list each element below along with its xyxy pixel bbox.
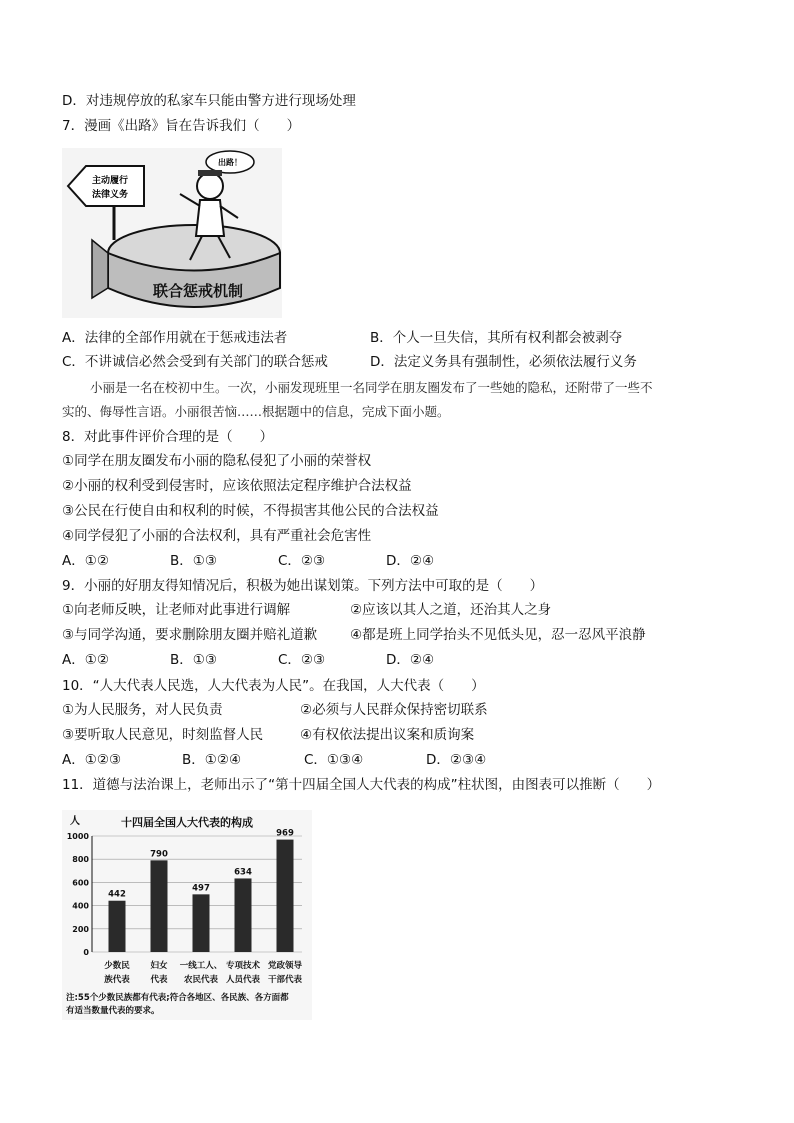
q7-option-b: B．个人一旦失信，其所有权利都会被剥夺 [370, 330, 623, 346]
q9-option-d: D．②④ [386, 652, 435, 668]
q11-bar-chart [62, 810, 312, 1020]
q8-option-d: D．②④ [386, 553, 435, 569]
q9-stem: 9．小丽的好朋友得知情况后，积极为她出谋划策。下列方法中可取的是（ ） [62, 578, 544, 594]
q10-item-1: ①为人民服务，对人民负责 [62, 702, 223, 718]
scenario-line-2: 实的、侮辱性言语。小丽很苦恼……根据题中的信息，完成下面小题。 [62, 404, 450, 419]
q10-option-a: A．①②③ [62, 752, 122, 768]
q9-option-a: A．①② [62, 652, 109, 668]
q7-stem: 7．漫画《出路》旨在告诉我们（ ） [62, 118, 301, 134]
chart-y-tick-label: 200 [72, 924, 89, 934]
chart-y-tick-label: 600 [72, 878, 89, 888]
q9-item-4: ④都是班上同学抬头不见低头见，忍一忍风平浪静 [350, 627, 646, 643]
q9-item-3: ③与同学沟通，要求删除朋友圈并赔礼道歉 [62, 627, 318, 643]
chart-y-label: 人 [70, 816, 80, 827]
q8-item-3: ③公民在行使自由和权利的时候，不得损害其他公民的合法权益 [62, 503, 439, 519]
chart-bar [193, 894, 210, 952]
chart-value-label: 497 [192, 883, 210, 894]
q10-stem: 10．“人大代表人民选，人大代表为人民”。在我国，人大代表（ ） [62, 678, 485, 694]
q10-option-c: C．①③④ [304, 752, 364, 768]
chart-note-line-2: 有适当数量代表的要求。 [66, 1006, 160, 1016]
q6-option-d: D．对违规停放的私家车只能由警方进行现场处理 [62, 93, 356, 109]
q8-item-2: ②小丽的权利受到侵害时，应该依照法定程序维护合法权益 [62, 478, 412, 494]
q7-option-d: D．法定义务具有强制性，必须依法履行义务 [370, 354, 637, 370]
chart-category-label: 妇女 [150, 961, 168, 971]
chart-category-label: 族代表 [104, 975, 130, 985]
q9-option-c: C．②③ [278, 652, 326, 668]
chart-y-tick-label: 400 [72, 901, 89, 911]
wall-text: 联合惩戒机制 [152, 282, 244, 300]
q10-option-d: D．②③④ [426, 752, 487, 768]
q9-item-2: ②应该以其人之道，还治其人之身 [350, 602, 552, 618]
q8-item-1: ①同学在朋友圈发布小丽的隐私侵犯了小丽的荣誉权 [62, 453, 372, 469]
chart-category-label: 农民代表 [183, 975, 219, 985]
q7-option-a: A．法律的全部作用就在于惩戒违法者 [62, 330, 288, 346]
q11-stem: 11．道德与法治课上，老师出示了“第十四届全国人大代表的构成”柱状图，由图表可以推断（ ） [62, 777, 661, 793]
q7-option-c: C．不讲诚信必然会受到有关部门的联合惩戒 [62, 354, 328, 370]
chart-y-tick-label: 800 [72, 855, 89, 865]
chart-value-label: 634 [234, 867, 252, 878]
chart-category-label: 专项技术 [225, 961, 261, 971]
sign-text-line-2: 法律义务 [91, 190, 129, 200]
q8-option-a: A．①② [62, 553, 109, 569]
chart-value-label: 790 [150, 849, 168, 860]
chart-category-label: 党政领导 [267, 961, 303, 971]
chart-bar [109, 901, 126, 952]
speech-bubble-text: 出路！ [218, 158, 242, 167]
chart-title: 十四届全国人大代表的构成 [121, 816, 253, 829]
chart-bar [151, 860, 168, 952]
chart-bar [235, 878, 252, 952]
chart-note-line-1: 注:55个少数民族都有代表;符合各地区、各民族、各方面都 [66, 993, 289, 1003]
chart-y-tick-label: 0 [83, 948, 89, 957]
q7-cartoon [62, 148, 282, 318]
q10-item-3: ③要听取人民意见，时刻监督人民 [62, 727, 264, 743]
q9-item-1: ①向老师反映，让老师对此事进行调解 [62, 602, 291, 618]
scenario-line-1: 小丽是一名在校初中生。一次，小丽发现班里一名同学在朋友圈发布了一些她的隐私，还附带了一些不 [90, 380, 653, 395]
q8-stem: 8．对此事件评价合理的是（ ） [62, 429, 274, 445]
chart-value-label: 969 [276, 828, 294, 839]
q10-option-b: B．①②④ [182, 752, 242, 768]
chart-y-tick-label: 1000 [66, 832, 89, 841]
chart-value-label: 442 [108, 889, 126, 900]
q9-option-b: B．①③ [170, 652, 217, 668]
sign-text-line-1: 主动履行 [91, 176, 129, 186]
q10-item-4: ④有权依法提出议案和质询案 [300, 727, 475, 743]
q8-item-4: ④同学侵犯了小丽的合法权利，具有严重社会危害性 [62, 528, 372, 544]
chart-bar [277, 840, 294, 952]
chart-category-label: 代表 [150, 975, 168, 985]
chart-category-label: 少数民 [104, 961, 130, 971]
chart-category-label: 干部代表 [267, 975, 303, 985]
chart-category-label: 一线工人、 [179, 961, 223, 971]
q8-option-b: B．①③ [170, 553, 217, 569]
q8-option-c: C．②③ [278, 553, 326, 569]
chart-category-label: 人员代表 [225, 975, 261, 985]
q10-item-2: ②必须与人民群众保持密切联系 [300, 702, 488, 718]
